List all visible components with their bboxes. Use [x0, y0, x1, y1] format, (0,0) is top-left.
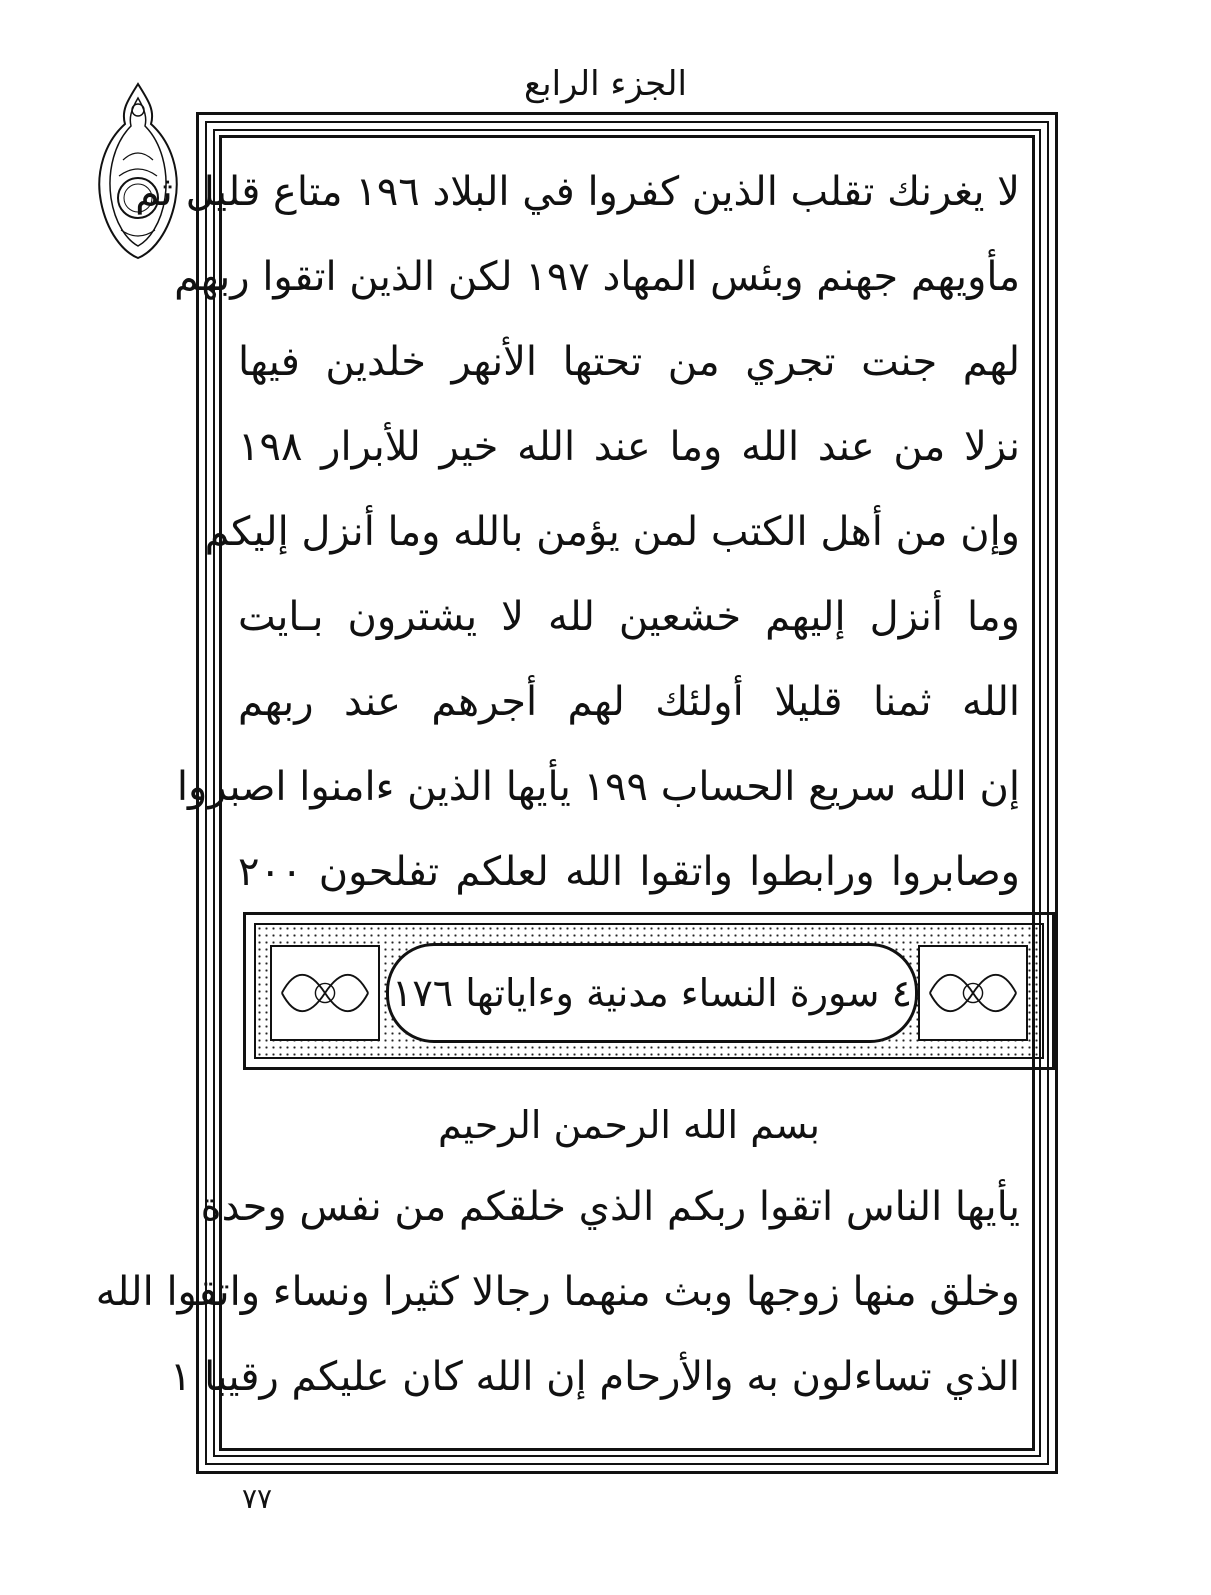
verse-line: يأيها الناس اتقوا ربكم الذي خلقكم من نفس وحدة	[200, 1184, 1020, 1230]
juz-header: الجزء الرابع	[524, 64, 687, 104]
verse-line: نزلا من عند الله وما عند الله خير للأبرار ١٩٨	[238, 424, 1020, 470]
verse-line: وصابروا ورابطوا واتقوا الله لعلكم تفلحون ٢٠٠	[238, 849, 1020, 895]
verse-line: لا يغرنك تقلب الذين كفروا في البلاد ١٩٦ متاع قليل ثم	[135, 169, 1020, 215]
verse-line: وخلق منها زوجها وبث منهما رجالا كثيرا ونساء واتقوا الله	[95, 1269, 1020, 1315]
verse-line: لهم جنت تجري من تحتها الأنهر خلدين فيها	[238, 339, 1020, 385]
verse-line: وإن من أهل الكتب لمن يؤمن بالله وما أنزل إليكم	[204, 509, 1020, 555]
verse-line: الله ثمنا قليلا أولئك لهم أجرهم عند ربهم	[238, 679, 1020, 725]
surah-title-panel	[386, 943, 918, 1043]
surah-banner	[243, 912, 1055, 1070]
verse-line: مأويهم جهنم وبئس المهاد ١٩٧ لكن الذين اتقوا ربهم	[174, 254, 1020, 300]
basmala: بسم الله الرحمن الرحيم	[438, 1103, 820, 1147]
verse-block-an-nisa	[95, 1165, 1020, 1420]
page-number: ٧٧	[242, 1482, 273, 1515]
verse-line: الذي تساءلون به والأرحام إن الله كان عليكم رقيبا ١	[169, 1354, 1020, 1400]
surah-title: ٤ سورة النساء مدنية وءاياتها ١٧٦	[391, 971, 913, 1015]
arabesque-ornament-icon	[270, 945, 380, 1041]
verse-block-al-imran	[135, 150, 1020, 915]
arabesque-ornament-icon	[918, 945, 1028, 1041]
verse-line: إن الله سريع الحساب ١٩٩ يأيها الذين ءامنوا اصبروا	[176, 764, 1020, 810]
verse-line: وما أنزل إليهم خشعين لله لا يشترون بـايت	[238, 594, 1020, 640]
